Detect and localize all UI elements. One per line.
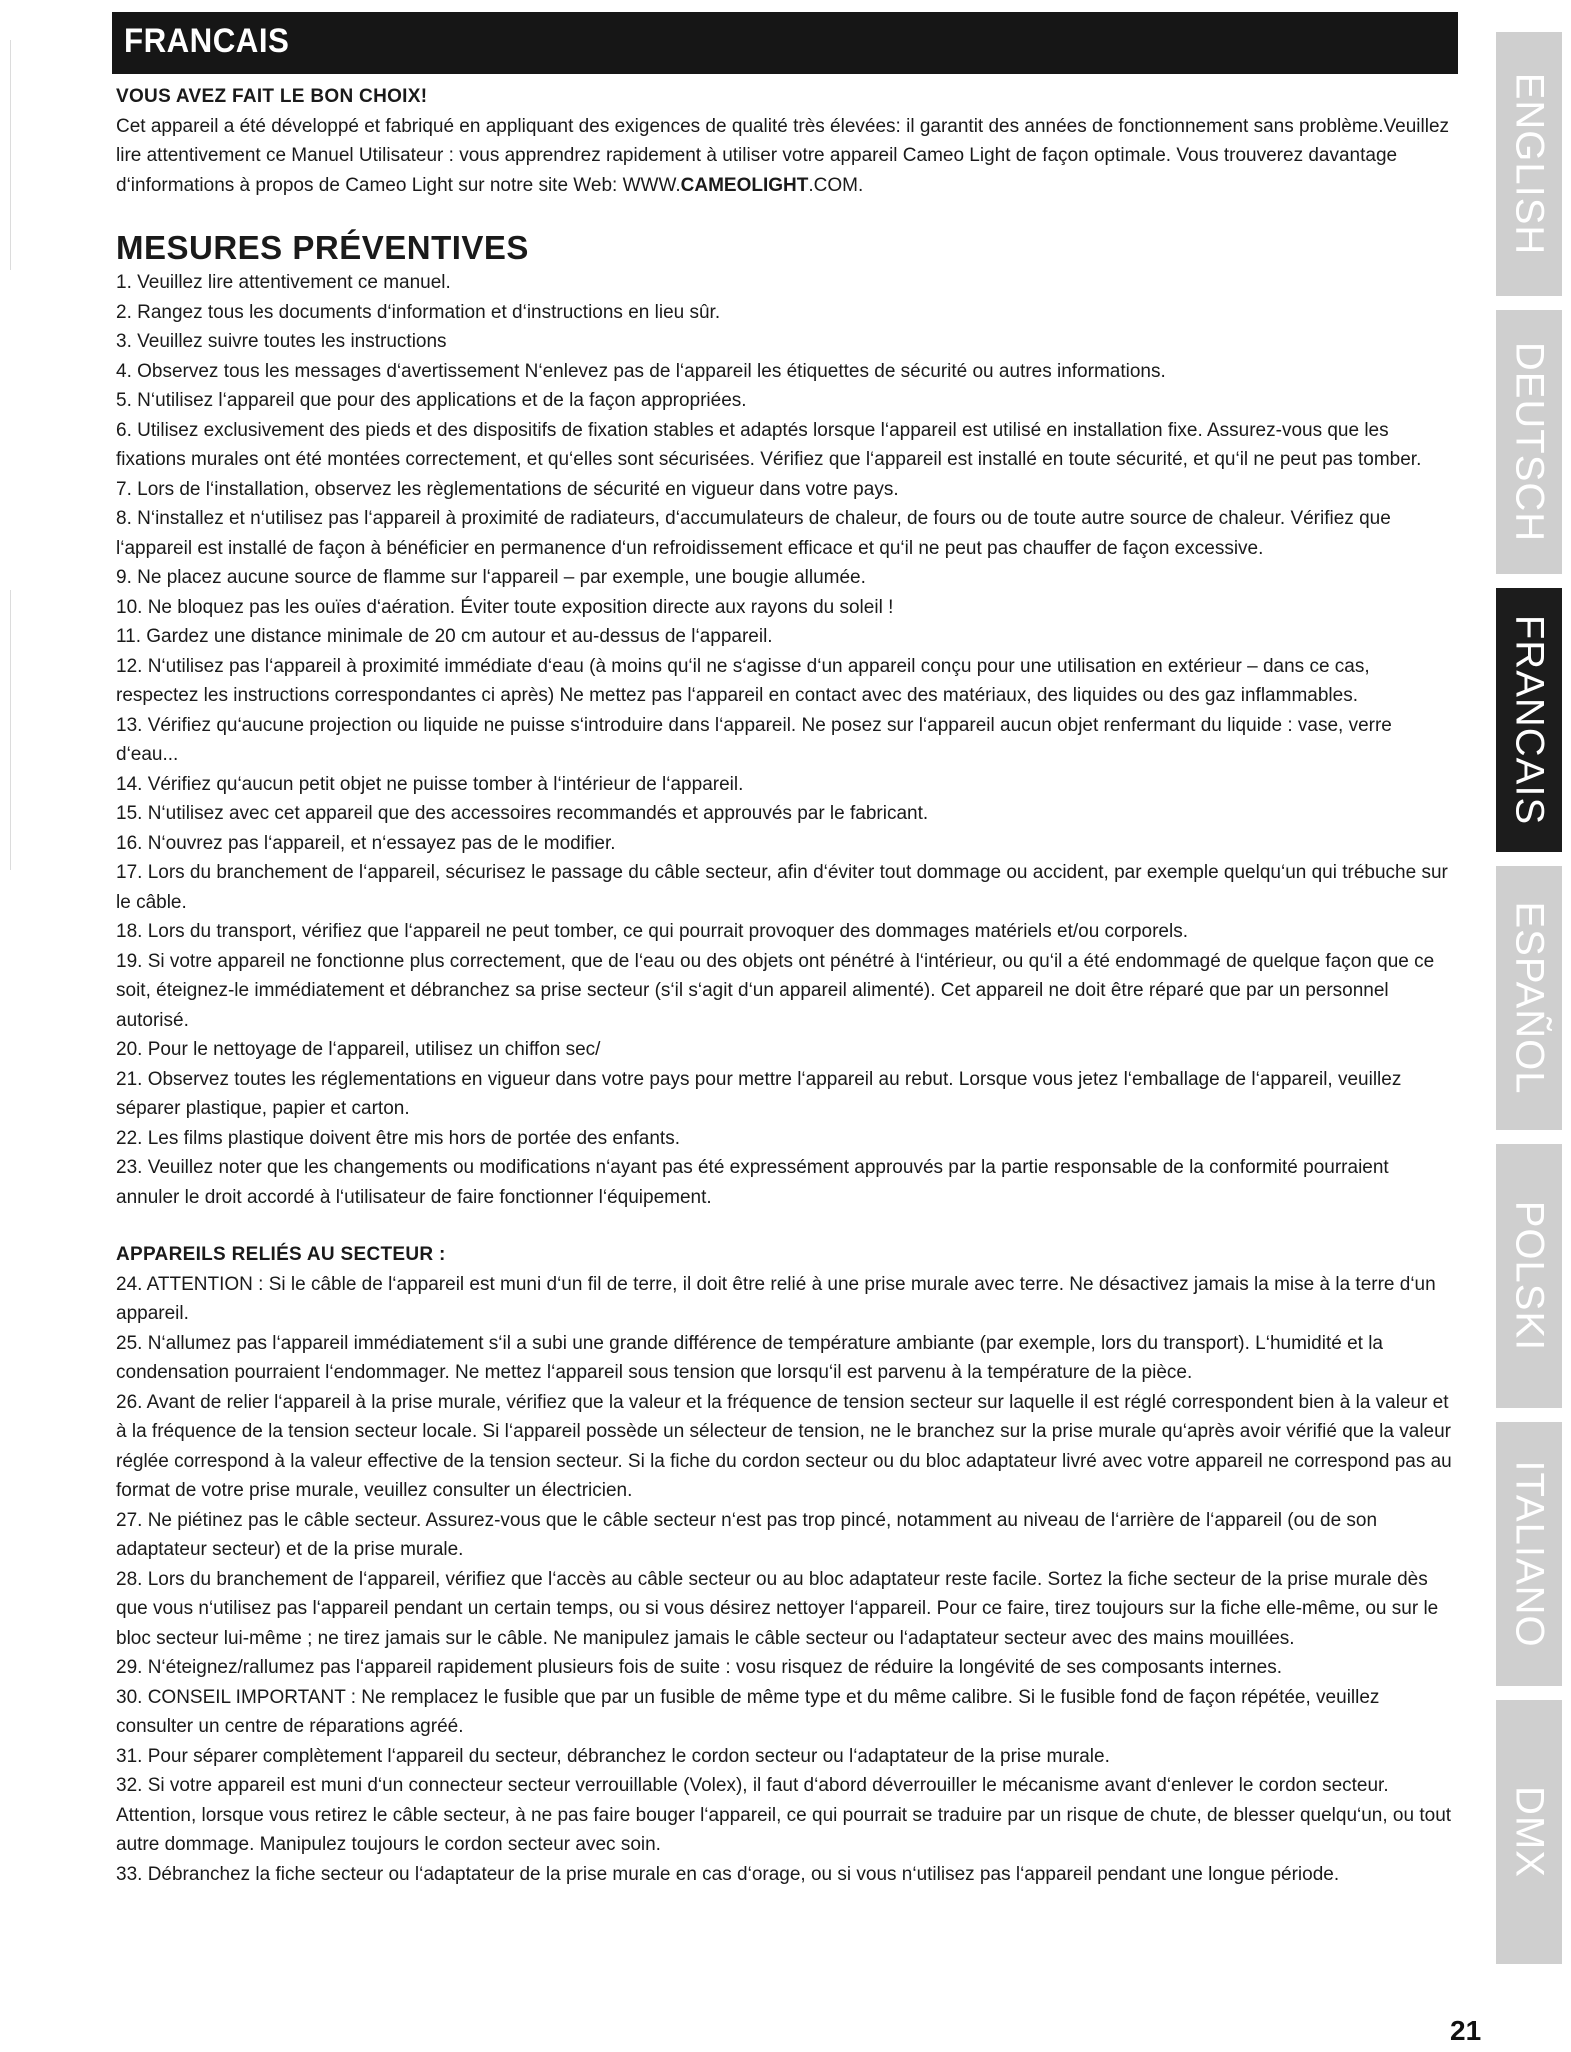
list-item: 1. Veuillez lire attentivement ce manuel. [116,272,451,293]
list-item: 27. Ne piétinez pas le câble secteur. Assurez-vous que le câble secteur n‘est pas trop pincé, notamment au niveau de l‘arrière de l‘appareil (ou de son adaptateur secteur) et de la prise murale. [116,1509,1378,1560]
intro-paragraph [116,112,1452,201]
list-item: 5. N‘utilisez l‘appareil que pour des applications et de la façon appropriées. [116,390,747,411]
document-body [116,82,1452,1889]
tab-label: ITALIANO [1507,1460,1552,1648]
tab-polski[interactable] [1496,1144,1562,1408]
list-item: 29. N‘éteignez/rallumez pas l‘appareil rapidement plusieurs fois de suite : vosu risquez de réduire la longévité de ses composants internes. [116,1657,1282,1678]
tab-label: FRANCAIS [1507,614,1552,826]
list-item: 22. Les films plastique doivent être mis hors de portée des enfants. [116,1127,680,1149]
list-item: 31. Pour séparer complètement l‘appareil du secteur, débranchez le cordon secteur ou l‘adaptateur de la prise murale. [116,1745,1110,1767]
list-item: 6. Utilisez exclusivement des pieds et des dispositifs de fixation stables et adaptés lorsque l‘appareil est utilisé en installation fixe. Assurez-vous que les fixations murales ont été montées correctement, et qu‘elles sont sécurisées. Vérifiez que l‘appareil est installé en toute sécurité, et qu‘il ne peut pas tomber. [116,419,1422,470]
preventive-list [116,268,1452,1212]
list-item: 18. Lors du transport, vérifiez que l‘appareil ne peut tomber, ce qui pourrait provoquer des dommages matériels et/ou corporels. [116,921,1188,942]
mains-list [116,1270,1452,1890]
tab-deutsch[interactable] [1496,310,1562,574]
intro-text: Cet appareil a été développé et fabriqué en appliquant des exigences de qualité très élevées: il garantit des années de fonctionnement sans problème.Veuillez lire attentivement ce Manuel Utilisateur : vous apprendrez rapidement à utiliser votre appareil Cameo Light de façon optimale. Vous trouverez davantage d‘informations à propos de Cameo Light sur notre site Web: WWW. [116,115,1450,196]
mains-heading: APPAREILS RELIÉS AU SECTEUR : [116,1244,446,1265]
list-item: 16. N‘ouvrez pas l‘appareil, et n‘essayez pas de le modifier. [116,832,616,854]
website-suffix: .COM. [808,174,864,196]
list-item: 30. CONSEIL IMPORTANT : Ne remplacez le fusible que par un fusible de même type et du même calibre. Si le fusible fond de façon répétée, veuillez consulter un centre de réparations agréé. [116,1686,1380,1737]
tab-italiano[interactable] [1496,1422,1562,1686]
tab-label: ESPAÑOL [1507,901,1552,1095]
list-item: 26. Avant de relier l‘appareil à la prise murale, vérifiez que la valeur et la fréquence de tension secteur sur laquelle il est réglé correspondent bien à la valeur et à la fréquence de la tension secteur locale. Si l‘appareil possède un sélecteur de tension, ne le branchez sur la prise murale qu‘après avoir vérifié que la valeur réglée correspond à la valeur effective de la tension secteur. Si la fiche du cordon secteur ou du bloc adaptateur livré avec votre appareil ne correspond pas au format de votre prise murale, veuillez consulter un électricien. [116,1391,1452,1501]
preventive-heading: MESURES PRÉVENTIVES [116,229,529,266]
list-item: 13. Vérifiez qu‘aucune projection ou liquide ne puisse s‘introduire dans l‘appareil. Ne posez sur l‘appareil aucun objet renfermant du liquide : vase, verre d‘eau... [116,714,1392,765]
list-item: 12. N‘utilisez pas l‘appareil à proximité immédiate d‘eau (à moins qu‘il ne s‘agisse d‘un appareil conçu pour une utilisation en extérieur – dans ce cas, respectez les instructions correspondantes ci après) Ne mettez pas l‘appareil en contact avec des matériaux, des liquides ou des gaz inflammables. [116,655,1370,706]
tab-label: ENGLISH [1507,72,1552,256]
list-item: 23. Veuillez noter que les changements ou modifications n‘ayant pas été expressément approuvés par la partie responsable de la conformité pourraient annuler le droit accordé à l‘utilisateur de faire fonctionner l‘équipement. [116,1157,1389,1208]
list-item: 20. Pour le nettoyage de l‘appareil, utilisez un chiffon sec/ [116,1039,601,1060]
tab-label: POLSKI [1507,1200,1552,1352]
page-number: 21 [1450,2015,1482,2046]
list-item: 2. Rangez tous les documents d‘information et d‘instructions en lieu sûr. [116,301,721,323]
page-edge-rule-top [10,40,11,270]
list-item: 15. N‘utilisez avec cet appareil que des accessoires recommandés et approuvés par le fabricant. [116,803,929,824]
website-brand: CAMEOLIGHT [680,174,809,196]
list-item: 25. N‘allumez pas l‘appareil immédiatement s‘il a subi une grande différence de température ambiante (par exemple, lors du transport). L‘humidité et la condensation pourraient l‘endommager. Ne mettez l‘appareil sous tension que lorsqu‘il est parvenu à la température de la pièce. [116,1332,1383,1383]
list-item: 7. Lors de l‘installation, observez les règlementations de sécurité en vigueur dans votre pays. [116,478,899,500]
list-item: 10. Ne bloquez pas les ouïes d‘aération. Éviter toute exposition directe aux rayons du soleil ! [116,596,894,618]
tab-dmx[interactable] [1496,1700,1562,1964]
list-item: 21. Observez toutes les réglementations en vigueur dans votre pays pour mettre l‘appareil au rebut. Lorsque vous jetez l‘emballage de l‘appareil, veuillez séparer plastique, papier et carton. [116,1068,1402,1119]
tab-francais[interactable] [1496,588,1562,852]
intro-heading: VOUS AVEZ FAIT LE BON CHOIX! [116,86,428,107]
list-item: 17. Lors du branchement de l‘appareil, sécurisez le passage du câble secteur, afin d‘éviter tout dommage ou accident, par exemple quelqu‘un qui trébuche sur le câble. [116,862,1448,913]
page-edge-rule-middle [10,590,11,870]
list-item: 11. Gardez une distance minimale de 20 cm autour et au-dessus de l‘appareil. [116,626,773,647]
list-item: 14. Vérifiez qu‘aucun petit objet ne puisse tomber à l‘intérieur de l‘appareil. [116,773,744,795]
language-header-bar [112,12,1458,74]
header-title: FRANCAIS [124,22,290,60]
list-item: 24. ATTENTION : Si le câble de l‘appareil est muni d‘un fil de terre, il doit être relié à une prise murale avec terre. Ne désactivez jamais la mise à la terre d‘un appareil. [116,1273,1436,1324]
list-item: 9. Ne placez aucune source de flamme sur l‘appareil – par exemple, une bougie allumée. [116,567,866,588]
list-item: 33. Débranchez la fiche secteur ou l‘adaptateur de la prise murale en cas d‘orage, ou si vous n‘utilisez pas l‘appareil pendant une longue période. [116,1863,1340,1885]
tab-english[interactable] [1496,32,1562,296]
list-item: 4. Observez tous les messages d‘avertissement N‘enlevez pas de l‘appareil les étiquettes de sécurité ou autres informations. [116,360,1166,382]
language-tabs [1496,32,1562,1878]
list-item: 19. Si votre appareil ne fonctionne plus correctement, que de l‘eau ou des objets ont pénétré à l‘intérieur, ou qu‘il a été endommagé de quelque façon que ce soit, éteignez-le immédiatement et débranchez sa prise secteur (s‘il s‘agit d‘un appareil alimenté). Cet appareil ne doit être réparé que par un personnel autorisé. [116,950,1435,1031]
list-item: 32. Si votre appareil est muni d‘un connecteur secteur verrouillable (Volex), il faut d‘abord déverrouiller le mécanisme avant d‘enlever le cordon secteur. Attention, lorsque vous retirez le câble secteur, à ne pas faire bouger l‘appareil, ce qui pourrait se traduire par un risque de chute, de blesser quelqu‘un, ou tout autre dommage. Manipulez toujours le cordon secteur avec soin. [116,1775,1452,1855]
tab-label: DMX [1507,1786,1552,1878]
tab-label: DEUTSCH [1507,341,1552,543]
list-item: 3. Veuillez suivre toutes les instructions [116,331,447,352]
tab-espanol[interactable] [1496,866,1562,1130]
list-item: 8. N‘installez et n‘utilisez pas l‘appareil à proximité de radiateurs, d‘accumulateurs de chaleur, de fours ou de toute autre source de chaleur. Vérifiez que l‘appareil est installé de façon à bénéficier en permanence d‘un refroidissement efficace et qu‘il ne peut pas chauffer de façon excessive. [116,508,1391,559]
list-item: 28. Lors du branchement de l‘appareil, vérifiez que l‘accès au câble secteur ou au bloc adaptateur reste facile. Sortez la fiche secteur de la prise murale dès que vous n‘utilisez pas l‘appareil pendant un certain temps, ou si vous désirez nettoyer l‘appareil. Pour ce faire, tirez toujours sur la fiche elle-même, ou sur le bloc secteur lui-même ; ne tirez jamais sur le câble. Ne manipulez jamais le câble secteur ou l‘adaptateur secteur avec des mains mouillées. [116,1568,1439,1649]
